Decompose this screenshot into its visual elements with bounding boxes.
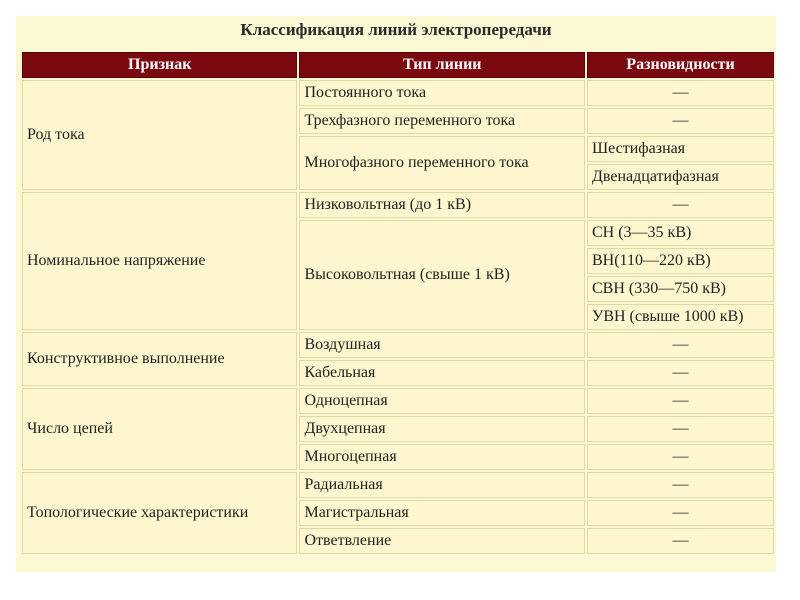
variant-cell: — [587, 80, 774, 106]
line-type-cell: Многофазного переменного тока [299, 136, 585, 190]
feature-cell: Номинальное напряжение [22, 192, 297, 330]
variant-cell: — [587, 360, 774, 386]
variant-cell: — [587, 388, 774, 414]
line-type-cell: Радиальная [299, 472, 585, 498]
table-row [22, 80, 774, 106]
variant-cell: — [587, 444, 774, 470]
header-variants: Разновидности [587, 52, 774, 78]
header-feature: Признак [22, 52, 297, 78]
classification-panel [16, 16, 776, 572]
feature-cell: Топологические характеристики [22, 472, 297, 554]
variant-cell: УВН (свыше 1000 кВ) [587, 304, 774, 330]
variant-cell: Шестифазная [587, 136, 774, 162]
table-row [22, 388, 774, 414]
feature-cell: Конструктивное выполнение [22, 332, 297, 386]
header-line-type: Тип линии [299, 52, 585, 78]
variant-cell: — [587, 108, 774, 134]
line-type-cell: Двухцепная [299, 416, 585, 442]
table-row [22, 332, 774, 358]
line-type-cell: Постоянного тока [299, 80, 585, 106]
line-type-cell: Воздушная [299, 332, 585, 358]
variant-cell: СВН (330—750 кВ) [587, 276, 774, 302]
variant-cell: — [587, 332, 774, 358]
line-type-cell: Магистральная [299, 500, 585, 526]
variant-cell: — [587, 500, 774, 526]
line-type-cell: Высоковольтная (свыше 1 кВ) [299, 220, 585, 330]
variant-cell: Двенадцатифазная [587, 164, 774, 190]
table-header-row [22, 52, 774, 78]
line-type-cell: Кабельная [299, 360, 585, 386]
line-type-cell: Ответвление [299, 528, 585, 554]
page-title: Классификация линий электропередачи [240, 20, 552, 39]
classification-table [20, 50, 776, 556]
table-body [22, 80, 774, 554]
variant-cell: — [587, 192, 774, 218]
variant-cell: — [587, 528, 774, 554]
feature-cell: Число цепей [22, 388, 297, 470]
variant-cell: СН (3—35 кВ) [587, 220, 774, 246]
table-row [22, 472, 774, 498]
line-type-cell: Одноцепная [299, 388, 585, 414]
table-row [22, 192, 774, 218]
feature-cell: Род тока [22, 80, 297, 190]
variant-cell: ВН(110—220 кВ) [587, 248, 774, 274]
variant-cell: — [587, 472, 774, 498]
variant-cell: — [587, 416, 774, 442]
line-type-cell: Трехфазного переменного тока [299, 108, 585, 134]
line-type-cell: Низковольтная (до 1 кВ) [299, 192, 585, 218]
line-type-cell: Многоцепная [299, 444, 585, 470]
